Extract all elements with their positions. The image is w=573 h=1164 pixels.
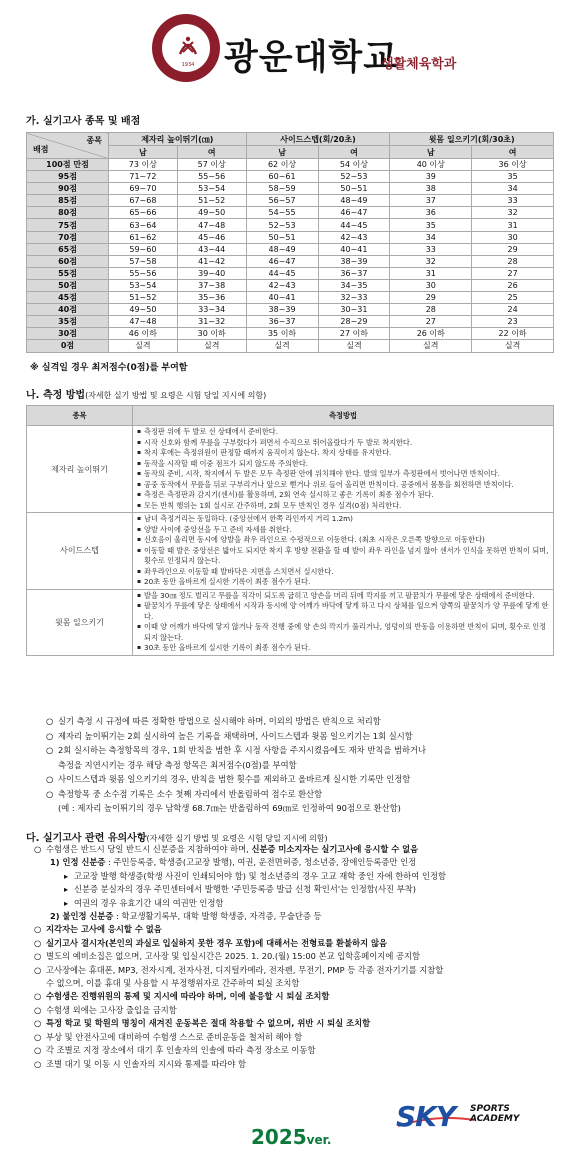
score-cell: 33~34 [177, 304, 246, 316]
table-row [27, 304, 554, 316]
caution-invalid-id: 2) 불인정 신분증 : 학교생활기록부, 대학 발행 학생증, 자격증, 무술단증 등 [50, 911, 322, 922]
sky-sports-academy-logo: SKY SPORTS ACADEMY [396, 1100, 520, 1133]
score-cell: 실격 [109, 340, 178, 352]
score-cell: 31 [390, 267, 472, 279]
score-table-corner: 종목 배점 [27, 133, 109, 159]
score-cell: 42~43 [246, 279, 318, 291]
score-cell: 38~39 [318, 255, 390, 267]
table-row [27, 219, 554, 231]
score-label-cell: 55점 [27, 267, 109, 279]
score-label-cell: 100점 만점 [27, 159, 109, 171]
score-label-cell: 75점 [27, 219, 109, 231]
score-cell: 49~50 [177, 207, 246, 219]
score-label-cell: 35점 [27, 316, 109, 328]
rule-item: ○ 측정항목 중 소수점 기록은 소수 첫째 자리에서 반올림하여 점수로 환산함 [46, 787, 556, 802]
caution-late: ○ 지각자는 고사에 응시할 수 없음 [34, 923, 559, 936]
score-cell: 55~56 [109, 267, 178, 279]
event-header-jump: 제자리 높이뛰기(㎝) [109, 133, 247, 146]
score-cell: 26 이하 [390, 328, 472, 340]
score-label-cell: 95점 [27, 171, 109, 183]
score-label-cell: 0점 [27, 340, 109, 352]
score-cell: 23 [472, 316, 554, 328]
list-item: ▪ 20초 동안 올바르게 실시한 기록이 최종 점수가 된다. [137, 577, 549, 588]
score-cell: 28 [472, 255, 554, 267]
rules-list [46, 714, 556, 816]
score-cell: 47~48 [109, 316, 178, 328]
table-row [27, 340, 554, 352]
score-cell: 30 이하 [177, 328, 246, 340]
score-cell: 26 [472, 279, 554, 291]
caution-list [34, 843, 559, 1071]
list-item: ▪ 측정은 측정판과 감지기(센서)를 활용하며, 2회 연속 실시하고 좋은 기록이 최종 점수가 된다. [137, 490, 549, 501]
gender-header: 남 [109, 146, 178, 159]
event-header-situp: 윗몸 일으키기(회/30초) [390, 133, 554, 146]
caution-absent: ○ 실기고사 결시자(본인의 과실로 입실하지 못한 경우 포함)에 대해서는 전형료를 환불하지 않음 [34, 937, 559, 950]
department-name: 생활체육학과 [381, 57, 457, 72]
gender-header: 여 [177, 146, 246, 159]
score-cell: 36~37 [246, 316, 318, 328]
score-cell: 67~68 [109, 195, 178, 207]
score-cell: 31~32 [177, 316, 246, 328]
score-cell: 38~39 [246, 304, 318, 316]
method-items-cell [133, 589, 554, 655]
score-cell: 46 이하 [109, 328, 178, 340]
page-header [0, 0, 573, 100]
score-cell: 35 [472, 171, 554, 183]
caution-device-cont: 수 없으며, 이를 휴대 및 사용할 시 부정행위자로 간주하여 퇴실 조치함 [46, 978, 300, 989]
list-item: ▪ 양발 사이에 중앙선을 두고 준비 자세를 취한다. [137, 525, 549, 536]
table-row [27, 183, 554, 195]
score-cell: 63~64 [109, 219, 178, 231]
method-event-cell: 사이드스텝 [27, 513, 133, 590]
score-cell: 38 [390, 183, 472, 195]
seal-emblem-icon [176, 34, 200, 60]
score-cell: 48~49 [318, 195, 390, 207]
score-cell: 53~54 [177, 183, 246, 195]
score-cell: 28 [390, 304, 472, 316]
score-cell: 59~60 [109, 243, 178, 255]
caution-valid-id-sub: ▸ 고교장 발행 학생증(학생 사진이 인쇄되어야 함) 및 청소년증의 경우 고교 재학 중인 자에 한하여 인정함 [34, 870, 559, 883]
score-cell: 54 이상 [318, 159, 390, 171]
score-cell: 33 [472, 195, 554, 207]
table-row [27, 513, 554, 590]
score-cell: 32 [390, 255, 472, 267]
score-cell: 54~55 [246, 207, 318, 219]
list-item: ▪ 동작의 준비, 시작, 착지에서 두 발은 모두 측정판 안에 위치해야 한다. 발의 일부가 측정판에서 벗어나면 반칙이다. [137, 469, 549, 480]
score-cell: 44~45 [246, 267, 318, 279]
score-label-cell: 85점 [27, 195, 109, 207]
list-item: ▪ 시작 신호와 함께 무릎을 구부렸다가 펴면서 수직으로 뛰어올랐다가 두 발로 착지한다. [137, 438, 549, 449]
table-row [27, 279, 554, 291]
score-cell: 39 [390, 171, 472, 183]
table-row [27, 195, 554, 207]
table-row [27, 207, 554, 219]
score-cell: 28~29 [318, 316, 390, 328]
list-item: ▪ 팔꿈치가 무릎에 닿은 상태에서 시작과 동시에 양 어깨가 바닥에 닿게 하고 다시 상체를 일으켜 양쪽의 팔꿈치가 양 무릎에 닿게 한다. [137, 601, 549, 622]
score-table [26, 132, 554, 353]
score-label-cell: 60점 [27, 255, 109, 267]
score-cell: 51~52 [109, 292, 178, 304]
list-item: ▪ 착지 후에는 측정위원이 판정할 때까지 움직이지 않는다. 착지 상태를 유지한다. [137, 448, 549, 459]
score-cell: 실격 [318, 340, 390, 352]
score-cell: 36 이상 [472, 159, 554, 171]
caution-injury: ○ 부상 및 안전사고에 대비하여 수험생 스스로 준비운동을 철저히 해야 함 [34, 1031, 559, 1044]
score-label-cell: 70점 [27, 231, 109, 243]
score-cell: 34 [390, 231, 472, 243]
score-cell: 50~51 [318, 183, 390, 195]
score-cell: 47~48 [177, 219, 246, 231]
score-cell: 37 [390, 195, 472, 207]
caution-wait: ○ 조별 대기 및 이동 시 인솔자의 지시와 통제를 따라야 함 [34, 1058, 559, 1071]
table-row [27, 255, 554, 267]
score-label-cell: 40점 [27, 304, 109, 316]
score-cell: 36~37 [318, 267, 390, 279]
section-b-title: 나. 측정 방법(자세한 실기 방법 및 요령은 시험 당일 지시에 의함) [26, 390, 267, 401]
score-cell: 42~43 [318, 231, 390, 243]
score-cell: 32~33 [318, 292, 390, 304]
score-label-cell: 45점 [27, 292, 109, 304]
caution-uniform: ○ 특정 학교 및 학원의 명칭이 새겨진 운동복은 절대 착용할 수 없으며, 위반 시 퇴실 조치함 [34, 1017, 559, 1030]
score-cell: 40~41 [318, 243, 390, 255]
rule-item: ○ 2회 실시하는 측정항목의 경우, 1회 반칙을 범한 후 시정 사항을 주지시켰음에도 재차 반칙을 범하거나 [46, 743, 556, 758]
caution-id-required: ○ 수험생은 반드시 당일 반드시 신분증을 지참하여야 하며, 신분증 미소지자는 실기고사에 응시할 수 없음 [34, 843, 559, 856]
score-cell: 56~57 [246, 195, 318, 207]
method-event-cell: 윗몸 일으키기 [27, 589, 133, 655]
caution-device: ○ 고사장에는 휴대폰, MP3, 전자시계, 전자사전, 디지털카메라, 전자펜, 무전기, PMP 등 각종 전자기기를 지참할 [34, 964, 559, 977]
score-cell: 30 [390, 279, 472, 291]
list-item: ▪ 남녀 측정거리는 동일하다. (중앙선에서 한쪽 라인까지 거리 1.2m) [137, 514, 549, 525]
table-row [27, 328, 554, 340]
score-cell: 40 이상 [390, 159, 472, 171]
score-cell: 35 [390, 219, 472, 231]
score-cell: 65~66 [109, 207, 178, 219]
rule-item-cont: 측정을 지연시키는 경우 해당 측정 항목은 최저점수(0점)를 부여함 [58, 759, 297, 770]
score-cell: 35~36 [177, 292, 246, 304]
score-cell: 43~44 [177, 243, 246, 255]
score-cell: 60~61 [246, 171, 318, 183]
caution-valid-id: 1) 인정 신분증 : 주민등록증, 학생증(고교장 발행), 여권, 운전면허증, 청소년증, 장애인등록증만 인정 [50, 857, 417, 868]
score-label-cell: 90점 [27, 183, 109, 195]
gender-header: 남 [390, 146, 472, 159]
list-item: ▪ 신호음이 울리면 동시에 양발을 좌우 라인으로 수평적으로 이동한다. (최초 시작은 오른쪽 방향으로 이동한다) [137, 535, 549, 546]
score-cell: 25 [472, 292, 554, 304]
score-cell: 69~70 [109, 183, 178, 195]
table-row [27, 243, 554, 255]
score-cell: 실격 [390, 340, 472, 352]
list-item: ▪ 이때 양 어깨가 바닥에 닿지 않거나 동작 진행 중에 양 손의 깍지가 풀리거나, 엉덩이의 반동을 이용하면 반칙이 되며, 횟수로 인정되지 않는다. [137, 622, 549, 643]
section-c-title: 다. 실기고사 관련 유의사항(자세한 실기 방법 및 요령은 시험 당일 지시에 의함) [26, 833, 328, 844]
caution-move: ○ 각 조별로 지정 장소에서 대기 후 인솔자의 인솔에 따라 측정 장소로 이동함 [34, 1044, 559, 1057]
score-cell: 71~72 [109, 171, 178, 183]
score-cell: 52~53 [246, 219, 318, 231]
table-row [27, 171, 554, 183]
method-header-method: 측정방법 [133, 406, 554, 426]
version-label: 2025ver. [251, 1125, 332, 1149]
table-row [27, 589, 554, 655]
score-cell: 27 [390, 316, 472, 328]
list-item: ▪ 측정판 위에 두 발로 선 상태에서 준비한다. [137, 427, 549, 438]
method-table [26, 405, 554, 656]
gender-header: 여 [472, 146, 554, 159]
score-cell: 57~58 [109, 255, 178, 267]
score-cell: 57 이상 [177, 159, 246, 171]
caution-valid-id-sub: ▸ 여권의 경우 유효기간 내의 여권만 인정함 [34, 897, 559, 910]
seal-year: 1934 [181, 62, 195, 68]
caution-control: ○ 수험생은 진행위원의 통제 및 지시에 따라야 하며, 이에 불응할 시 퇴실 조치함 [34, 990, 559, 1003]
score-cell: 35 이하 [246, 328, 318, 340]
list-item: ▪ 이동할 때 발은 중앙선은 밟아도 되지만 착지 후 방향 전환을 할 때 발이 좌우 라인을 넘지 않아 센서가 인식을 못하면 반칙이 되며, 횟수로 인정되지 않는다. [137, 546, 549, 567]
score-cell: 39~40 [177, 267, 246, 279]
score-cell: 30~31 [318, 304, 390, 316]
table-row [27, 231, 554, 243]
score-cell: 50~51 [246, 231, 318, 243]
table-row [27, 267, 554, 279]
score-cell: 61~62 [109, 231, 178, 243]
university-name: 광운대학교 [224, 38, 399, 78]
score-cell: 34 [472, 183, 554, 195]
method-items-cell [133, 426, 554, 513]
list-item: ▪ 좌우라인으로 이동할 때 발바닥은 지면을 스치면서 실시한다. [137, 567, 549, 578]
gender-header: 남 [246, 146, 318, 159]
section-a-title: 가. 실기고사 종목 및 배점 [26, 116, 141, 127]
score-cell: 34~35 [318, 279, 390, 291]
rule-item-example: (예 : 제자리 높이뛰기의 경우 남학생 68.7㎝는 반올림하여 69㎝로 인정하여 90점으로 환산함) [58, 803, 401, 813]
table-row [27, 426, 554, 513]
score-label-cell: 50점 [27, 279, 109, 291]
caution-notice: ○ 별도의 예비소집은 없으며, 고사장 및 입실시간은 2025. 1. 20.(월) 15:00 본교 입학홈페이지에 공지함 [34, 950, 559, 963]
score-cell: 33 [390, 243, 472, 255]
caution-valid-id-sub: ▸ 신분증 분실자의 경우 주민센터에서 발행한 '주민등록증 발급 신청 확인서'는 인정함(사진 부착) [34, 883, 559, 896]
score-cell: 40~41 [246, 292, 318, 304]
score-cell: 51~52 [177, 195, 246, 207]
score-cell: 29 [472, 243, 554, 255]
score-cell: 27 [472, 267, 554, 279]
table-row [27, 292, 554, 304]
disqualify-note: ※ 실격일 경우 최저점수(0점)를 부여함 [30, 363, 188, 373]
list-item: ▪ 공중 동작에서 무릎을 뒤로 구부리거나 앞으로 뻗거나 위로 들어 올리면 반칙이다. 공중에서 몸통을 회전하면 반칙이다. [137, 480, 549, 491]
rule-item: ○ 제자리 높이뛰기는 2회 실시하여 높은 기록을 채택하며, 사이드스텝과 윗몸 일으키기는 1회 실시함 [46, 729, 556, 744]
score-cell: 46~47 [318, 207, 390, 219]
score-cell: 24 [472, 304, 554, 316]
list-item: ▪ 30초 동안 올바르게 실시한 기록이 최종 점수가 된다. [137, 643, 549, 654]
score-cell: 29 [390, 292, 472, 304]
list-item: ▪ 모든 반칙 행위는 1회 실시로 간주하며, 2회 모두 반칙인 경우 실격(0점) 처리한다. [137, 501, 549, 512]
university-seal-logo [152, 14, 220, 82]
score-cell: 46~47 [246, 255, 318, 267]
score-cell: 36 [390, 207, 472, 219]
score-cell: 37~38 [177, 279, 246, 291]
caution-entry: ○ 수험생 외에는 고사장 출입을 금지함 [34, 1004, 559, 1017]
score-cell: 52~53 [318, 171, 390, 183]
rule-item: ○ 실기 측정 시 규정에 따른 정확한 방법으로 실시해야 하며, 이외의 방법은 반칙으로 처리함 [46, 714, 556, 729]
score-cell: 44~45 [318, 219, 390, 231]
method-event-cell: 제자리 높이뛰기 [27, 426, 133, 513]
score-cell: 62 이상 [246, 159, 318, 171]
score-cell: 53~54 [109, 279, 178, 291]
score-cell: 31 [472, 219, 554, 231]
score-cell: 58~59 [246, 183, 318, 195]
method-header-event: 종목 [27, 406, 133, 426]
gender-header: 여 [318, 146, 390, 159]
score-cell: 실격 [177, 340, 246, 352]
score-cell: 32 [472, 207, 554, 219]
table-row [27, 159, 554, 171]
score-cell: 실격 [472, 340, 554, 352]
rule-item: ○ 사이드스텝과 윗몸 일으키기의 경우, 반칙을 범한 횟수를 제외하고 올바르게 실시한 기록만 인정함 [46, 772, 556, 787]
score-cell: 48~49 [246, 243, 318, 255]
score-cell: 22 이하 [472, 328, 554, 340]
score-cell: 49~50 [109, 304, 178, 316]
score-cell: 41~42 [177, 255, 246, 267]
event-header-sidestep: 사이드스텝(회/20초) [246, 133, 390, 146]
score-label-cell: 80점 [27, 207, 109, 219]
score-cell: 73 이상 [109, 159, 178, 171]
method-items-cell [133, 513, 554, 590]
score-cell: 27 이하 [318, 328, 390, 340]
score-cell: 45~46 [177, 231, 246, 243]
table-row [27, 316, 554, 328]
score-cell: 실격 [246, 340, 318, 352]
list-item: ▪ 발을 30㎝ 정도 벌리고 무릎을 직각이 되도록 굽히고 양손을 머리 뒤에 깍지를 끼고 팔꿈치가 무릎에 닿은 상태에서 준비한다. [137, 591, 549, 602]
score-cell: 55~56 [177, 171, 246, 183]
score-label-cell: 30점 [27, 328, 109, 340]
score-cell: 30 [472, 231, 554, 243]
list-item: ▪ 동작을 시작할 때 이중 점프가 되지 않도록 주의한다. [137, 459, 549, 470]
score-label-cell: 65점 [27, 243, 109, 255]
